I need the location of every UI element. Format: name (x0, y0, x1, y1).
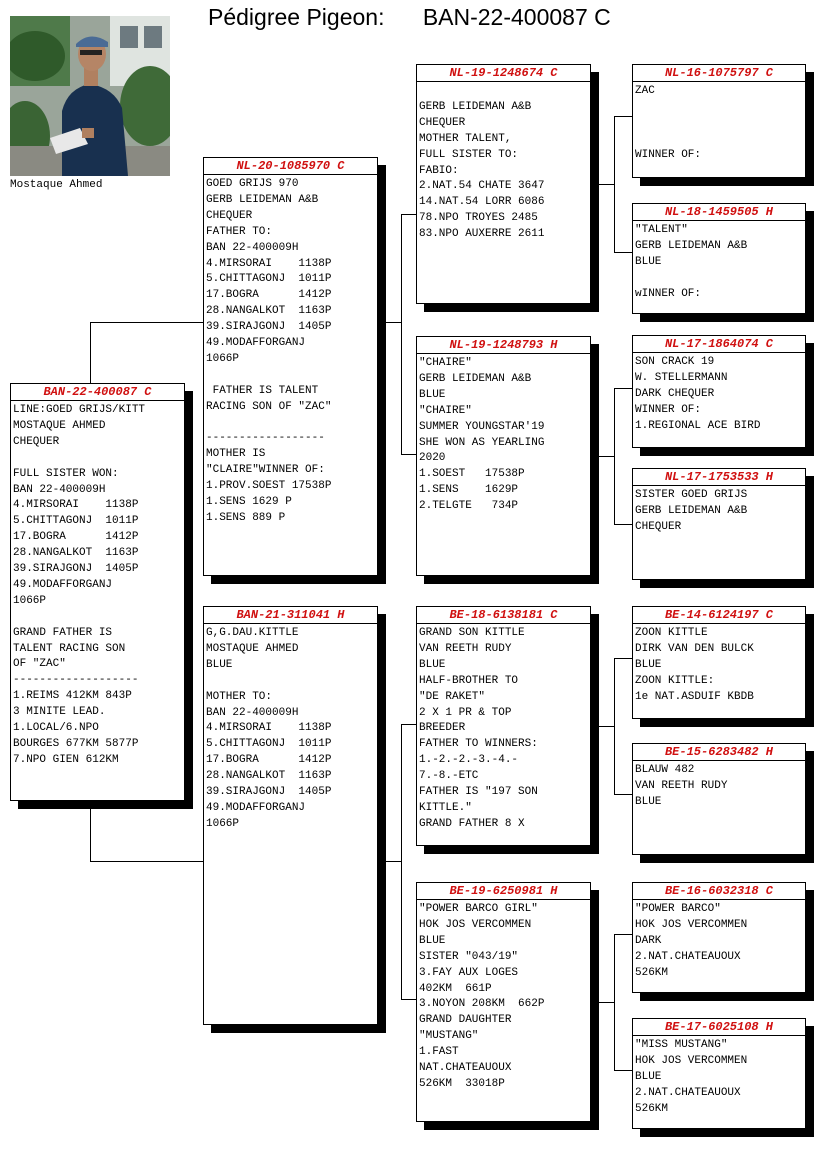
title-ring: BAN-22-400087 C (422, 4, 611, 30)
detail-line: 402KM 661P (419, 982, 492, 995)
detail-line: OF "ZAC" (13, 658, 66, 671)
detail-line: "POWER BARCO GIRL" (419, 903, 538, 915)
detail-line: FABIO: (419, 164, 459, 177)
photo-caption: Mostaque Ahmed (10, 179, 103, 191)
detail-line: GERB LEIDEMAN A&B (419, 100, 532, 113)
detail-line: 1.LOCAL/6.NPO (13, 722, 99, 735)
connector (401, 999, 417, 1000)
detail-line: CHEQUER (206, 209, 253, 222)
detail-line (206, 416, 375, 432)
detail-line: TALENT RACING SON (13, 642, 126, 655)
detail-line: BLUE (635, 1070, 662, 1083)
detail-line: 2.TELGTE 734P (419, 500, 519, 513)
pigeon-card-subject (10, 383, 185, 801)
detail-line: 39.SIRAJGONJ 1405P (206, 321, 332, 334)
detail-line: "POWER BARCO" (635, 903, 721, 915)
detail-line: wINNER OF: (635, 287, 702, 300)
ring-number: NL-20-1085970 C (204, 158, 377, 175)
connector (614, 934, 615, 1070)
detail-line: HOK JOS VERCOMMEN (635, 1054, 748, 1067)
detail-line (13, 610, 182, 626)
detail-line: HALF-BROTHER TO (419, 674, 519, 687)
pigeon-details (633, 82, 805, 163)
detail-line (635, 132, 803, 148)
connector (590, 1002, 615, 1003)
detail-line: GRAND FATHER IS (13, 626, 113, 639)
pigeon-card-mff (632, 606, 806, 719)
pigeon-card-fmf (632, 335, 806, 448)
detail-line: BAN 22-400009H (13, 483, 106, 496)
detail-line: 7.-8.-ETC (419, 770, 479, 783)
detail-line: DARK (635, 934, 662, 947)
detail-line: LINE:GOED GRIJS/KITT (13, 404, 146, 416)
detail-line: NAT.CHATEAUOUX (419, 1062, 512, 1075)
detail-line: 83.NPO AUXERRE 2611 (419, 228, 545, 241)
ring-number: NL-18-1459505 H (633, 204, 805, 221)
detail-line: 17.BOGRA 1412P (206, 754, 332, 767)
detail-line (635, 271, 803, 287)
connector (614, 658, 632, 659)
detail-line: 1066P (206, 817, 240, 830)
detail-line: 5.CHITTAGONJ 1011P (206, 738, 332, 751)
detail-line: DIRK VAN DEN BULCK (635, 642, 754, 655)
pigeon-card-ff (416, 64, 591, 304)
detail-line: 2.NAT.CHATEAUOUX (635, 950, 741, 963)
detail-line: CHEQUER (419, 116, 466, 129)
pigeon-details (633, 624, 805, 706)
detail-line: FULL SISTER TO: (419, 148, 519, 161)
connector (590, 184, 615, 185)
ring-number: BE-14-6124197 C (633, 607, 805, 624)
connector (614, 1070, 632, 1071)
detail-line: WINNER OF: (635, 148, 702, 161)
detail-line: 49.MODAFFORGANJ (206, 337, 306, 350)
pigeon-details (204, 175, 377, 527)
detail-line: "DE RAKET" (419, 690, 486, 703)
detail-line: 39.SIRAJGONJ 1405P (13, 563, 139, 576)
detail-line: MOSTAQUE AHMED (13, 419, 106, 432)
detail-line: VAN REETH RUDY (419, 642, 512, 655)
detail-line: 3 MINITE LEAD. (13, 706, 106, 719)
detail-line: HOK JOS VERCOMMEN (635, 918, 748, 931)
detail-line: VAN REETH RUDY (635, 779, 728, 792)
detail-line: GERB LEIDEMAN A&B (419, 372, 532, 385)
detail-line: SON CRACK 19 (635, 356, 715, 368)
detail-line: WINNER OF: (635, 403, 702, 416)
ring-number: BE-19-6250981 H (417, 883, 590, 900)
detail-line: BLUE (206, 658, 233, 671)
detail-line: "CLAIRE"WINNER OF: (206, 464, 325, 477)
detail-line: 39.SIRAJGONJ 1405P (206, 786, 332, 799)
detail-line: KITTLE." (419, 801, 472, 814)
detail-line: 2.NAT.CHATEAUOUX (635, 1086, 741, 1099)
detail-line: FATHER IS "197 SON (419, 786, 538, 799)
detail-line: 526KM (635, 1102, 669, 1115)
ring-number: NL-16-1075797 C (633, 65, 805, 82)
detail-line: G,G.DAU.KITTLE (206, 627, 299, 639)
pigeon-details (633, 221, 805, 303)
connector (614, 116, 632, 117)
detail-line: FULL SISTER WON: (13, 467, 119, 480)
detail-line: 3.NOYON 208KM 662P (419, 998, 545, 1011)
detail-line: MOTHER IS (206, 448, 266, 461)
connector (401, 214, 402, 454)
detail-line: 526KM (635, 966, 669, 979)
detail-line: ZAC (635, 85, 655, 97)
detail-line: MOTHER TALENT, (419, 132, 512, 145)
detail-line: CHEQUER (635, 520, 682, 533)
detail-line: "CHAIRE" (419, 357, 472, 369)
detail-line: FATHER TO: (206, 225, 273, 238)
detail-line: SISTER "043/19" (419, 950, 519, 963)
detail-line: RACING SON OF "ZAC" (206, 400, 332, 413)
detail-line: GRAND SON KITTLE (419, 627, 525, 639)
detail-line: "MISS MUSTANG" (635, 1039, 728, 1051)
ring-number: NL-19-1248793 H (417, 337, 590, 354)
detail-line: BOURGES 677KM 5877P (13, 738, 139, 750)
pigeon-card-father (203, 157, 378, 576)
detail-line: 1.SOEST 17538P (419, 468, 525, 481)
detail-line: 1066P (206, 352, 240, 365)
detail-line: 2 X 1 PR & TOP (419, 706, 512, 719)
detail-line: 5.CHITTAGONJ 1011P (13, 515, 139, 528)
pigeon-card-ffm (632, 203, 806, 314)
detail-line: W. STELLERMANN (635, 371, 728, 384)
detail-line: BLUE (419, 934, 446, 947)
detail-line: BLAUW 482 (635, 764, 695, 776)
detail-line (635, 116, 803, 132)
ring-number: BE-16-6032318 C (633, 883, 805, 900)
detail-line: 14.NAT.54 LORR 6086 (419, 196, 545, 209)
detail-line: "TALENT" (635, 224, 688, 236)
detail-line: 7.NPO GIEN 612KM (13, 753, 119, 766)
pigeon-card-fm (416, 336, 591, 576)
connector (377, 861, 402, 862)
detail-line (419, 84, 588, 100)
ring-number: BAN-21-311041 H (204, 607, 377, 624)
detail-line: 49.MODAFFORGANJ (13, 578, 113, 591)
detail-line (206, 368, 375, 384)
detail-line: 1.FAST (419, 1046, 459, 1059)
detail-line: 1.REIMS 412KM 843P (13, 690, 132, 703)
detail-line: "CHAIRE" (419, 404, 472, 417)
pigeon-details (633, 900, 805, 982)
ring-number: BE-17-6025108 H (633, 1019, 805, 1036)
detail-line: GOED GRIJS 970 (206, 178, 299, 190)
detail-line: 28.NANGALKOT 1163P (13, 547, 139, 560)
pigeon-card-mmf (632, 882, 806, 993)
detail-line: BLUE (419, 658, 446, 671)
title-label: Pédigree Pigeon: (208, 4, 385, 30)
pigeon-details (11, 401, 184, 769)
detail-line: BLUE (419, 388, 446, 401)
connector (614, 116, 615, 252)
ring-number: BE-15-6283482 H (633, 744, 805, 761)
pigeon-card-fmm (632, 468, 806, 580)
detail-line: 2.NAT.54 CHATE 3647 (419, 180, 545, 193)
pigeon-card-mf (416, 606, 591, 846)
connector (614, 388, 632, 389)
detail-line: GRAND DAUGHTER (419, 1014, 512, 1027)
detail-line: 3.FAY AUX LOGES (419, 966, 519, 979)
ring-number: NL-19-1248674 C (417, 65, 590, 82)
detail-line: 2020 (419, 452, 446, 465)
detail-line: SUMMER YOUNGSTAR'19 (419, 420, 545, 433)
detail-line: MOTHER TO: (206, 690, 273, 703)
detail-line: ZOON KITTLE: (635, 674, 715, 687)
detail-line: BAN 22-400009H (206, 241, 299, 254)
connector (614, 934, 632, 935)
detail-line: 17.BOGRA 1412P (206, 289, 332, 302)
detail-line: 1.SENS 1629P (419, 484, 519, 497)
breeder-photo-image (10, 16, 170, 176)
detail-line (206, 674, 375, 690)
page-title (208, 4, 611, 31)
detail-line: FATHER IS TALENT (206, 384, 319, 397)
detail-line: GRAND FATHER 8 X (419, 817, 525, 830)
pigeon-card-mfm (632, 743, 806, 855)
connector (590, 726, 615, 727)
detail-line: 1.SENS 1629 P (206, 496, 292, 509)
detail-line: ZOON KITTLE (635, 627, 708, 639)
pigeon-details (633, 761, 805, 811)
detail-line: 28.NANGALKOT 1163P (206, 305, 332, 318)
detail-line: 1e NAT.ASDUIF KBDB (635, 690, 754, 703)
detail-line: "MUSTANG" (419, 1030, 479, 1043)
connector (614, 252, 632, 253)
pigeon-card-mother (203, 606, 378, 1025)
detail-line: 1.PROV.SOEST 17538P (206, 480, 332, 493)
pigeon-card-fff (632, 64, 806, 178)
connector (614, 524, 632, 525)
detail-line: DARK CHEQUER (635, 387, 715, 400)
detail-line: SHE WON AS YEARLING (419, 436, 545, 449)
detail-line: GERB LEIDEMAN A&B (635, 239, 748, 252)
detail-line: 4.MIRSORAI 1138P (206, 722, 332, 735)
detail-line: SISTER GOED GRIJS (635, 489, 748, 501)
detail-line: 4.MIRSORAI 1138P (13, 499, 139, 512)
detail-line (635, 100, 803, 116)
detail-line: GERB LEIDEMAN A&B (635, 504, 748, 517)
ring-number: NL-17-1864074 C (633, 336, 805, 353)
connector (90, 322, 91, 383)
detail-line: BAN 22-400009H (206, 706, 299, 719)
detail-line: BLUE (635, 795, 662, 808)
connector (90, 861, 204, 862)
detail-line: 28.NANGALKOT 1163P (206, 770, 332, 783)
ring-number: BE-18-6138181 C (417, 607, 590, 624)
ring-number: NL-17-1753533 H (633, 469, 805, 486)
connector (401, 454, 417, 455)
ring-number: BAN-22-400087 C (11, 384, 184, 401)
pigeon-details (633, 1036, 805, 1118)
detail-line: 5.CHITTAGONJ 1011P (206, 273, 332, 286)
pigeon-details (204, 624, 377, 833)
connector (614, 658, 615, 794)
detail-line: FATHER TO WINNERS: (419, 738, 538, 751)
detail-line: BLUE (635, 255, 662, 268)
pigeon-details (417, 900, 590, 1093)
detail-line: GERB LEIDEMAN A&B (206, 193, 319, 206)
detail-line: ------------------- (13, 674, 139, 687)
pigeon-card-mm (416, 882, 591, 1122)
detail-line: BREEDER (419, 722, 466, 735)
connector (590, 456, 615, 457)
detail-line: 49.MODAFFORGANJ (206, 801, 306, 814)
detail-line (13, 451, 182, 467)
detail-line: 4.MIRSORAI 1138P (206, 257, 332, 270)
detail-line: 1.SENS 889 P (206, 512, 286, 524)
pigeon-details (417, 354, 590, 515)
connector (90, 322, 204, 323)
detail-line: 17.BOGRA 1412P (13, 531, 139, 544)
pigeon-card-mmm (632, 1018, 806, 1129)
connector (377, 322, 402, 323)
pigeon-details (633, 353, 805, 435)
pigeon-details (417, 82, 590, 243)
connector (614, 388, 615, 524)
pigeon-details (417, 624, 590, 833)
detail-line: 526KM 33018P (419, 1077, 505, 1090)
detail-line: ------------------ (206, 432, 325, 445)
detail-line: MOSTAQUE AHMED (206, 642, 299, 655)
detail-line: BLUE (635, 658, 662, 671)
connector (614, 794, 632, 795)
detail-line: 78.NPO TROYES 2485 (419, 212, 538, 225)
detail-line: CHEQUER (13, 435, 60, 448)
breeder-photo (10, 16, 170, 176)
connector (401, 724, 417, 725)
connector (401, 214, 417, 215)
pigeon-details (633, 486, 805, 536)
connector (401, 724, 402, 999)
detail-line: 1066P (13, 594, 47, 607)
detail-line: 1.-2.-2.-3.-4.- (419, 754, 519, 767)
connector (90, 801, 91, 862)
detail-line: HOK JOS VERCOMMEN (419, 918, 532, 931)
detail-line: 1.REGIONAL ACE BIRD (635, 419, 761, 432)
